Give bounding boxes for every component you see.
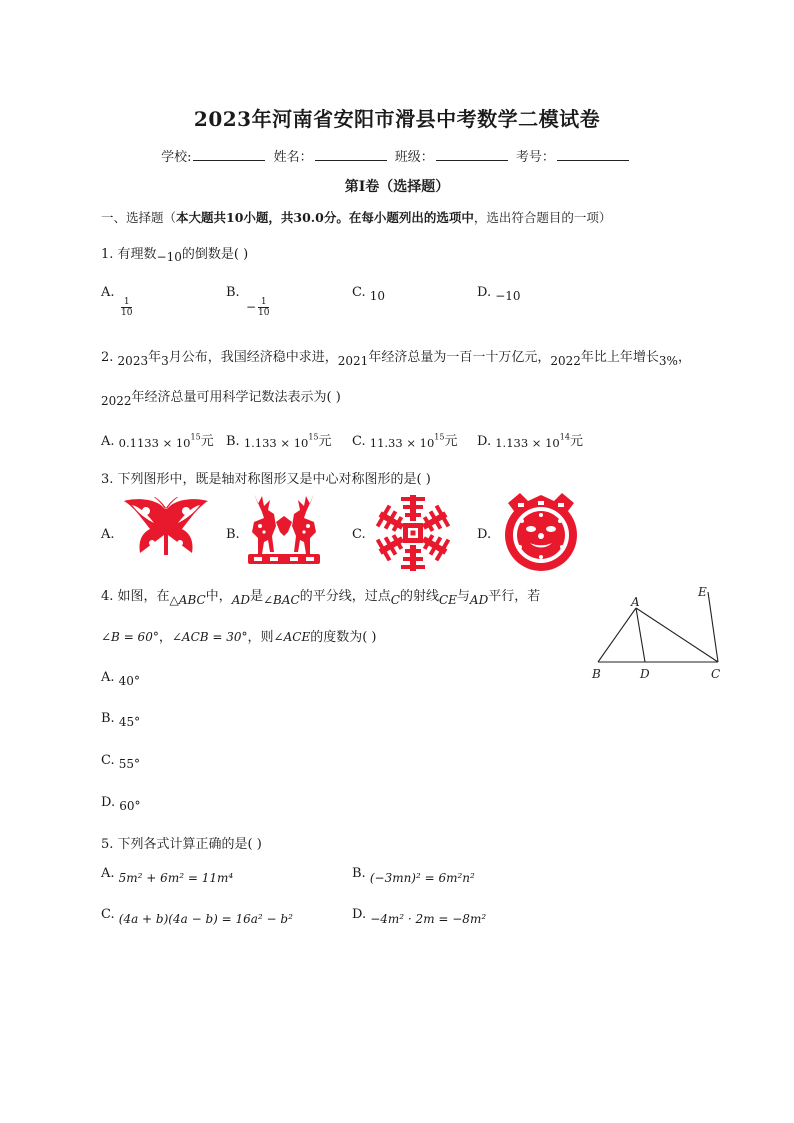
fraction-denominator: 10 bbox=[258, 308, 270, 318]
q1-option-a[interactable] bbox=[101, 285, 115, 300]
option-label: C. bbox=[101, 907, 115, 922]
fraction-denominator: 10 bbox=[121, 308, 133, 318]
q5-stem: 5. 下列各式计算正确的是( ) bbox=[101, 837, 262, 852]
q1-text-a: 1. 有理数 bbox=[101, 247, 157, 262]
q4-stem-line1 bbox=[101, 585, 541, 607]
q4-cond1: ∠B = 60° bbox=[101, 630, 159, 644]
option-label: C. bbox=[352, 434, 366, 449]
q4-option-c[interactable] bbox=[101, 753, 141, 771]
q2-t1: 年 bbox=[148, 350, 162, 365]
option-text: 10 bbox=[369, 289, 386, 303]
q4-text-a: 4. 如图，在 bbox=[101, 589, 170, 604]
q4-sep: ， bbox=[158, 630, 172, 645]
option-text: 40° bbox=[118, 674, 140, 688]
school-blank bbox=[193, 148, 265, 161]
q2-year1: 2023 bbox=[117, 354, 149, 368]
q4-option-d[interactable] bbox=[101, 795, 141, 813]
q4-angle-bac: ∠BAC bbox=[263, 593, 300, 607]
q2-option-a[interactable] bbox=[101, 430, 214, 449]
option-label: C. bbox=[352, 285, 366, 300]
option-text: 5m² + 6m² = 11m⁴ bbox=[118, 871, 234, 885]
section-prefix: 一、选择题（ bbox=[101, 210, 177, 225]
q4-text-f: 与 bbox=[456, 589, 470, 604]
q4-text-c: 是 bbox=[249, 589, 263, 604]
deer-papercut-image bbox=[244, 492, 324, 568]
q4-ad: AD bbox=[231, 593, 250, 607]
number-label: 考号： bbox=[515, 150, 555, 165]
label-d: D bbox=[640, 667, 650, 681]
q4-triangle: △ABC bbox=[169, 593, 206, 607]
option-unit: 元 bbox=[318, 434, 332, 449]
q2-year4: 2022 bbox=[101, 394, 132, 408]
q3-option-b-label[interactable]: B. bbox=[226, 527, 240, 542]
q2-year3: 2022 bbox=[550, 354, 581, 368]
q1-option-b-sign: − bbox=[246, 300, 257, 314]
q3-stem: 3. 下列图形中，既是轴对称图形又是中心对称图形的是( ) bbox=[101, 472, 431, 487]
option-mantissa: 1.133 × 10 bbox=[495, 436, 560, 450]
fraction-numerator: 1 bbox=[121, 297, 132, 308]
q4-text-d: 的平分线，过点 bbox=[299, 589, 391, 604]
section-bold: 本大题共10小题，共30.0分。在每小题列出的选项中 bbox=[176, 210, 474, 225]
q2-year2: 2021 bbox=[337, 354, 369, 368]
option-label: A. bbox=[101, 670, 115, 685]
q5-option-d[interactable] bbox=[352, 907, 487, 926]
option-label: D. bbox=[101, 795, 116, 810]
q2-option-c[interactable] bbox=[352, 430, 457, 449]
page-title: 2023年河南省安阳市滑县中考数学二模试卷 bbox=[193, 107, 601, 131]
option-label: C. bbox=[101, 753, 115, 768]
round-papercut-image bbox=[498, 491, 584, 573]
option-text: 55° bbox=[118, 757, 141, 771]
option-label: B. bbox=[226, 434, 240, 449]
q1-option-b-fraction bbox=[258, 297, 269, 318]
q3-option-d-label[interactable]: D. bbox=[477, 527, 492, 542]
q4-option-a[interactable] bbox=[101, 670, 140, 688]
q4-text-g: 平行，若 bbox=[488, 589, 541, 604]
part-title: 第I卷（选择题） bbox=[344, 179, 450, 195]
option-label: A. bbox=[101, 866, 115, 881]
q2-option-d[interactable] bbox=[477, 430, 583, 449]
name-blank bbox=[315, 148, 387, 161]
q1-math: −10 bbox=[156, 250, 182, 264]
q2-percent: 3% bbox=[658, 354, 678, 368]
number-blank bbox=[557, 148, 629, 161]
option-label: D. bbox=[477, 434, 492, 449]
option-exponent: 15 bbox=[190, 432, 201, 442]
segment-ad bbox=[636, 608, 645, 662]
option-unit: 元 bbox=[444, 434, 458, 449]
q1-option-d[interactable] bbox=[477, 285, 521, 303]
option-exponent: 15 bbox=[434, 432, 445, 442]
section-suffix: ，选出符合题目的一项） bbox=[473, 210, 612, 225]
student-info-line bbox=[0, 146, 794, 165]
q2-stem-line2 bbox=[101, 386, 341, 408]
q2-t2: 月公布，我国经济稳中求进， bbox=[168, 350, 338, 365]
option-exponent: 15 bbox=[308, 432, 319, 442]
q2-stem-line1 bbox=[101, 346, 691, 368]
q3-option-a-label[interactable]: A. bbox=[101, 527, 115, 542]
q4-cond2: ∠ACB = 30° bbox=[171, 630, 248, 644]
option-label: B. bbox=[352, 866, 366, 881]
q2-t4: 年比上年增长 bbox=[580, 350, 659, 365]
option-text: (−3mn)² = 6m²n² bbox=[369, 871, 475, 885]
section-header bbox=[101, 208, 611, 226]
option-text: 45° bbox=[118, 715, 141, 729]
q4-text-h: ，则 bbox=[247, 630, 274, 645]
option-label: A. bbox=[101, 285, 115, 300]
option-mantissa: 1.133 × 10 bbox=[243, 436, 309, 450]
segment-ab bbox=[598, 608, 636, 662]
option-mantissa: 0.1133 × 10 bbox=[118, 436, 191, 450]
option-unit: 元 bbox=[569, 434, 583, 449]
fraction-numerator: 1 bbox=[258, 297, 269, 308]
q1-option-b[interactable] bbox=[226, 285, 240, 300]
label-b: B bbox=[592, 667, 601, 681]
option-label: A. bbox=[101, 434, 115, 449]
butterfly-papercut-image bbox=[120, 497, 212, 563]
option-label: B. bbox=[101, 711, 115, 726]
q5-option-b[interactable] bbox=[352, 866, 475, 885]
q4-option-b[interactable] bbox=[101, 711, 141, 729]
option-text: −10 bbox=[495, 289, 521, 303]
q4-text-b: 中， bbox=[205, 589, 232, 604]
q4-text-i: 的度数为( ) bbox=[310, 630, 377, 645]
q1-option-a-fraction bbox=[121, 297, 132, 318]
q5-option-c[interactable] bbox=[101, 907, 293, 926]
label-e: E bbox=[698, 585, 707, 599]
q2-t5: ， bbox=[677, 350, 691, 365]
option-text: 60° bbox=[119, 799, 141, 813]
q2-num: 2. bbox=[101, 350, 118, 365]
q1-option-c[interactable] bbox=[352, 285, 386, 303]
q4-point-c: C bbox=[390, 593, 400, 607]
q3-option-c-label[interactable]: C. bbox=[352, 527, 366, 542]
option-label: B. bbox=[226, 285, 240, 300]
class-label: 班级： bbox=[394, 150, 434, 165]
triangle-figure bbox=[588, 582, 728, 682]
label-c: C bbox=[711, 667, 721, 681]
name-label: 姓名： bbox=[273, 150, 313, 165]
q5-option-a[interactable] bbox=[101, 866, 234, 885]
q1-text-b: 的倒数是( ) bbox=[181, 247, 249, 262]
option-mantissa: 11.33 × 10 bbox=[369, 436, 435, 450]
q2-t3: 年经济总量为一百一十万亿元， bbox=[368, 350, 551, 365]
option-label: D. bbox=[477, 285, 492, 300]
q2-month: 3 bbox=[161, 354, 169, 368]
option-label: D. bbox=[352, 907, 367, 922]
label-a: A bbox=[631, 595, 640, 609]
ray-ce bbox=[708, 592, 718, 662]
q2-option-b[interactable] bbox=[226, 430, 332, 449]
option-text: −4m² · 2m = −8m² bbox=[370, 912, 487, 926]
option-unit: 元 bbox=[200, 434, 214, 449]
q1-stem bbox=[101, 243, 248, 262]
snowflake-papercut-image bbox=[373, 493, 453, 573]
q4-angle-ace: ∠ACE bbox=[273, 630, 311, 644]
q4-text-e: 的射线 bbox=[399, 589, 439, 604]
class-blank bbox=[436, 148, 508, 161]
option-exponent: 14 bbox=[559, 432, 570, 442]
school-label: 学校: bbox=[161, 150, 192, 165]
q4-ray-ce: CE bbox=[438, 593, 457, 607]
q4-stem-line2 bbox=[101, 626, 377, 645]
segment-ac bbox=[636, 608, 718, 662]
q4-ad2: AD bbox=[469, 593, 489, 607]
option-text: (4a + b)(4a − b) = 16a² − b² bbox=[118, 912, 293, 926]
q2-line2-text: 年经济总量可用科学记数法表示为( ) bbox=[131, 390, 341, 405]
